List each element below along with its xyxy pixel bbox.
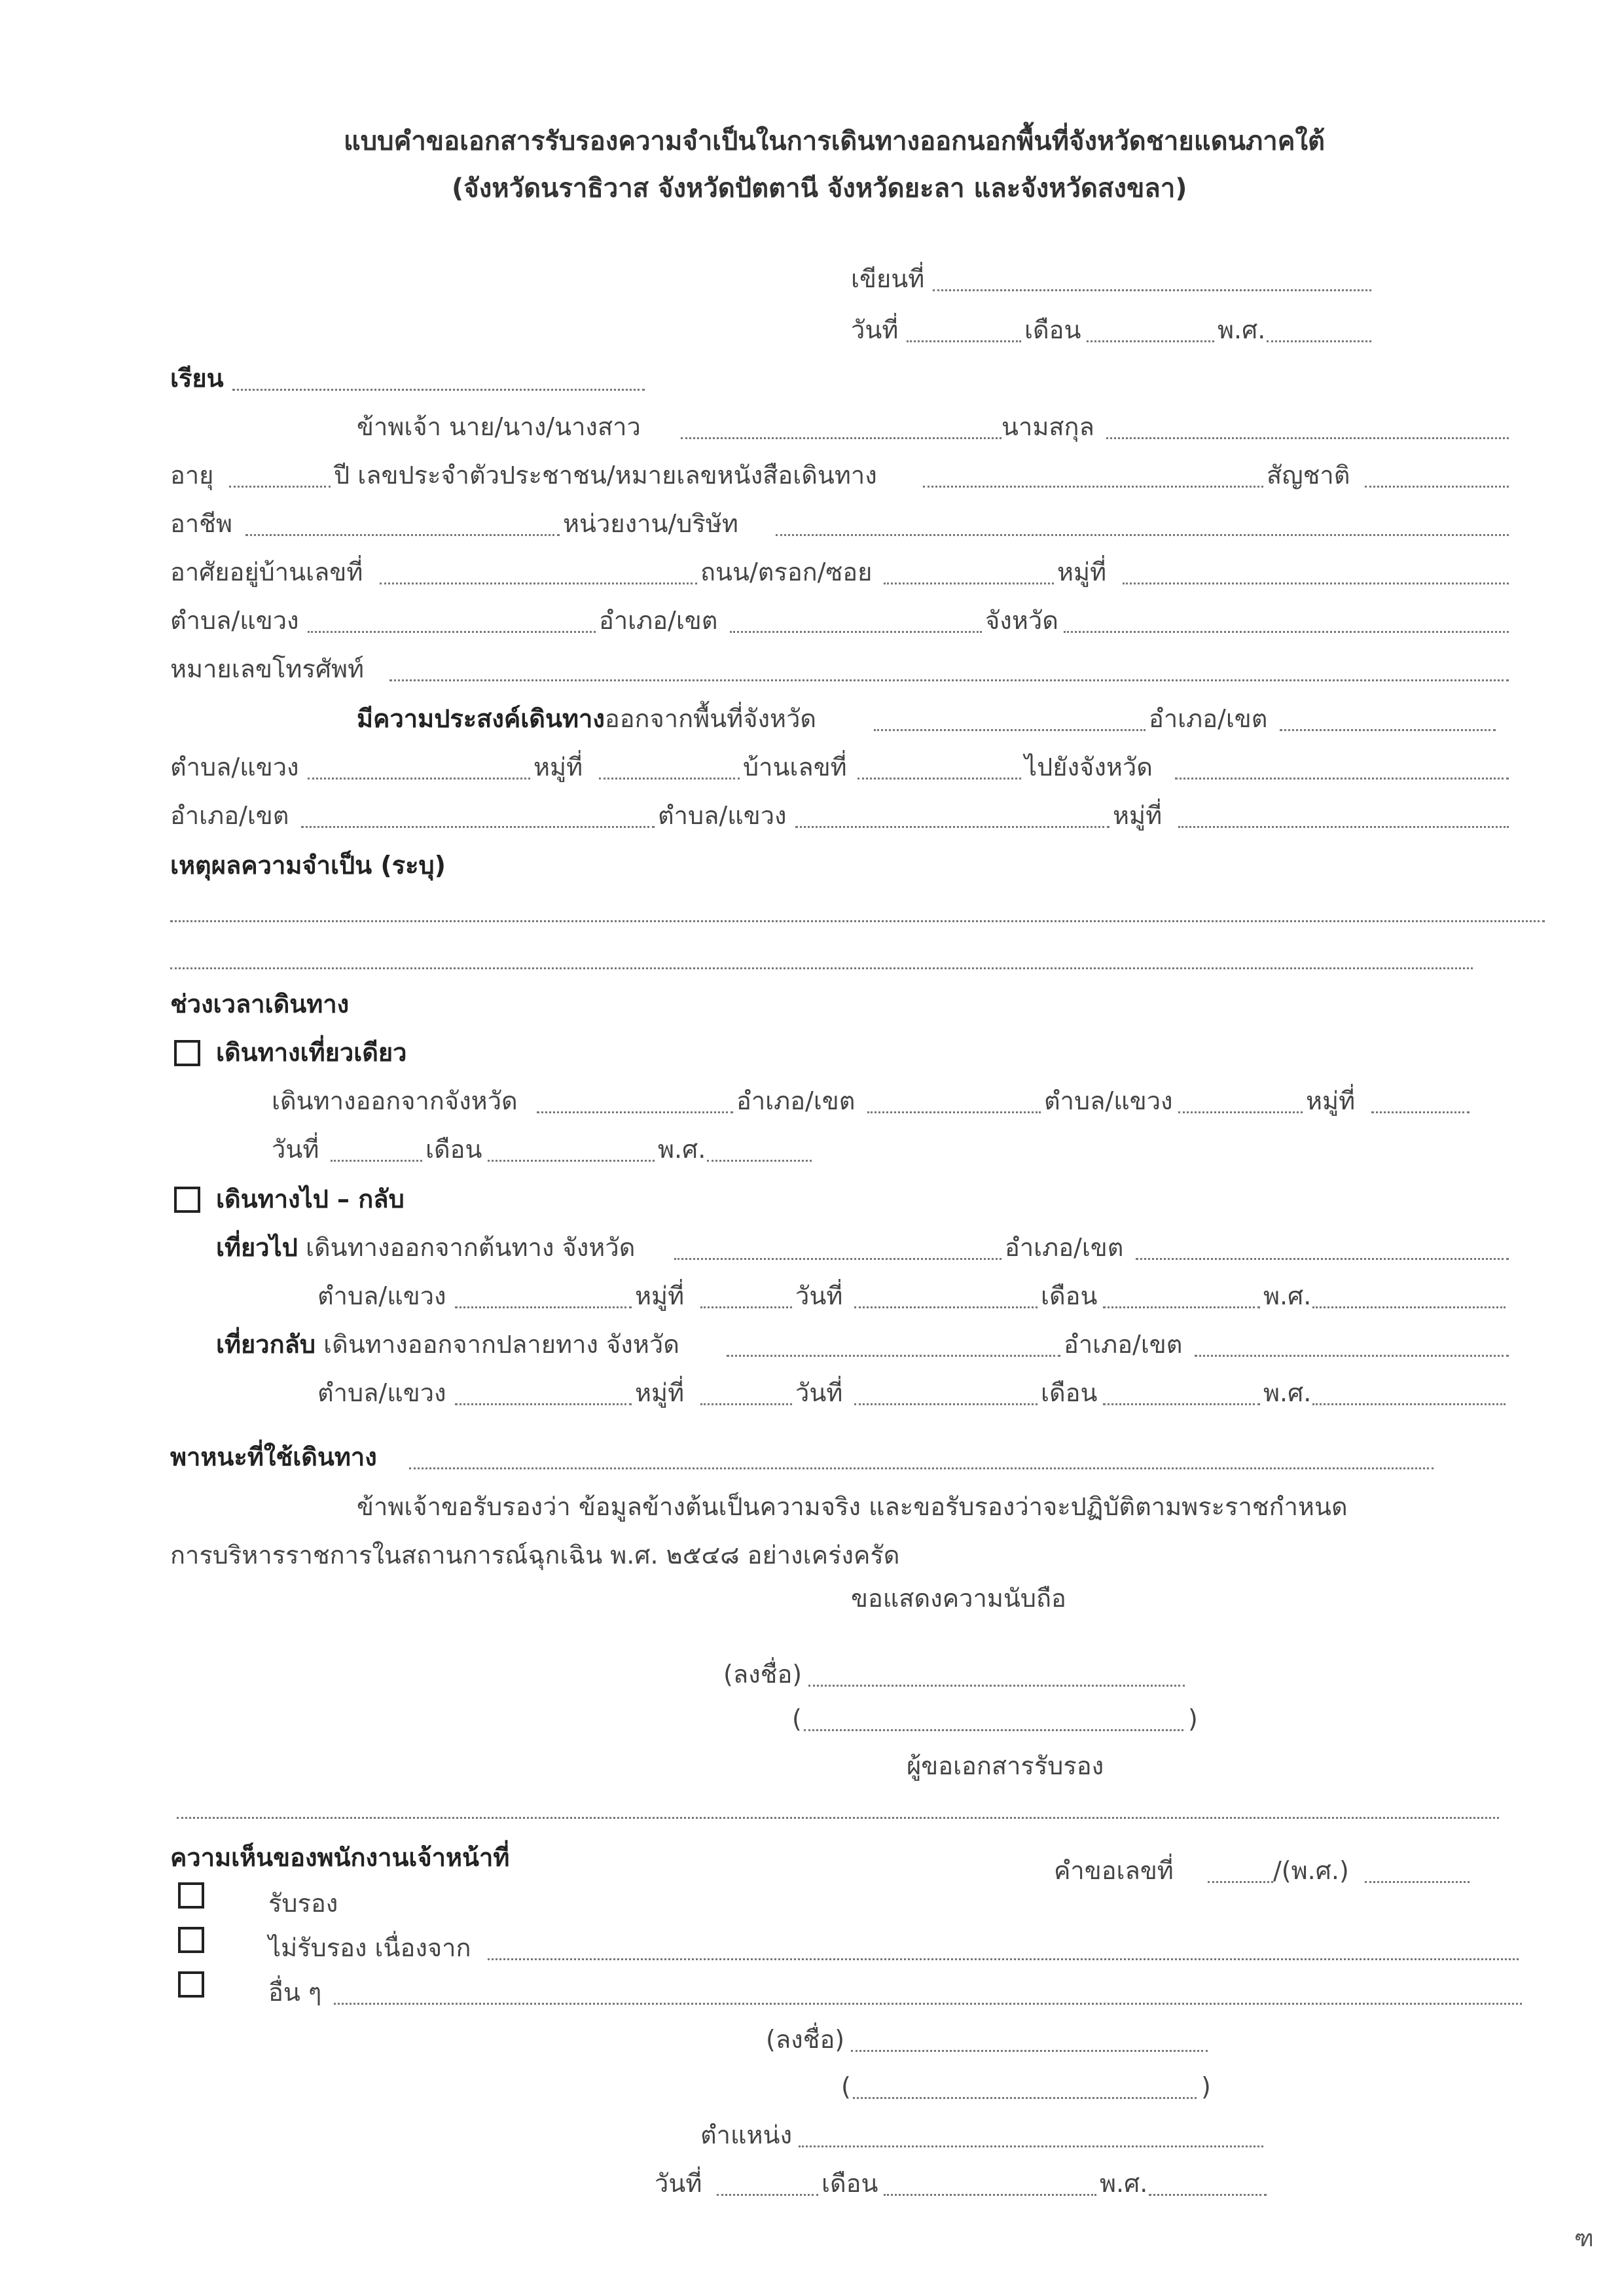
occupation-label: อาชีพ xyxy=(170,509,232,538)
nationality-field[interactable] xyxy=(1365,486,1509,488)
age-label: อายุ xyxy=(170,461,214,490)
origin-house-no-label: บ้านเลขที่ xyxy=(743,753,847,781)
one-way-year-field[interactable] xyxy=(707,1160,812,1162)
one-way-month-label: เดือน xyxy=(425,1135,482,1164)
applicant-name-label: ข้าพเจ้า นาย/นาง/นางสาว xyxy=(357,412,641,441)
reject-reason-field[interactable] xyxy=(488,1958,1519,1960)
other-checkbox[interactable] xyxy=(178,1971,204,1998)
officer-position-label: ตำแหน่ง xyxy=(700,2121,793,2149)
phone-field[interactable] xyxy=(389,679,1509,681)
return-year-label: พ.ศ. xyxy=(1263,1378,1312,1407)
header-year-label: พ.ศ. xyxy=(1218,315,1266,344)
reason-field-line-1[interactable] xyxy=(170,920,1545,922)
header-year-field[interactable] xyxy=(1267,340,1371,342)
officer-signature-label: (ลงชื่อ) xyxy=(766,2025,845,2054)
outbound-district-label: อำเภอ/เขต xyxy=(1005,1233,1124,1262)
phone-label: หมายเลขโทรศัพท์ xyxy=(170,655,365,683)
return-month-label: เดือน xyxy=(1041,1378,1098,1407)
nationality-label: สัญชาติ xyxy=(1267,461,1350,490)
certification-line-2: การบริหารราชการในสถานการณ์ฉุกเฉิน พ.ศ. ๒๕๔๘ อย่างเคร่งครัด xyxy=(170,1541,900,1570)
one-way-district-label: อำเภอ/เขต xyxy=(736,1086,856,1115)
return-district-label: อำเภอ/เขต xyxy=(1064,1330,1183,1359)
officer-name-paren-open: ( xyxy=(841,2072,851,2101)
return-date-field[interactable] xyxy=(854,1403,1038,1405)
house-no-field[interactable] xyxy=(380,583,697,584)
return-moo-field[interactable] xyxy=(700,1403,792,1405)
return-origin-label: เดินทางออกจากปลายทาง จังหวัด xyxy=(323,1330,679,1359)
outbound-line xyxy=(216,1230,635,1265)
return-district-field[interactable] xyxy=(1195,1355,1509,1357)
origin-house-no-field[interactable] xyxy=(857,778,1021,780)
surname-label: นามสกุล xyxy=(1001,412,1094,441)
one-way-moo-label: หมู่ที่ xyxy=(1306,1086,1356,1115)
closing-text: ขอแสดงความนับถือ xyxy=(851,1584,1066,1613)
request-no-mid: /(พ.ศ.) xyxy=(1273,1856,1349,1885)
outbound-date-field[interactable] xyxy=(854,1306,1038,1308)
other-reason-field[interactable] xyxy=(334,2003,1522,2005)
form-subtitle: (จังหวัดนราธิวาส จังหวัดปัตตานี จังหวัดยะลา และจังหวัดสงขลา) xyxy=(452,173,1187,204)
outbound-label: เที่ยวไป xyxy=(216,1233,298,1262)
one-way-moo-field[interactable] xyxy=(1371,1111,1470,1113)
vehicle-label: พาหนะที่ใช้เดินทาง xyxy=(170,1443,377,1471)
applicant-printed-name-field[interactable] xyxy=(804,1729,1183,1731)
applicant-role: ผู้ขอเอกสารรับรอง xyxy=(907,1751,1104,1780)
section-divider xyxy=(177,1817,1499,1819)
one-way-label: เดินทางเที่ยวเดียว xyxy=(216,1038,407,1067)
one-way-month-field[interactable] xyxy=(488,1160,655,1162)
moo-field[interactable] xyxy=(1123,583,1509,584)
id-number-field[interactable] xyxy=(923,486,1263,488)
written-at-label: เขียนที่ xyxy=(851,264,925,293)
road-label: ถนน/ตรอก/ซอย xyxy=(700,558,873,586)
applicant-name-paren-close: ) xyxy=(1188,1704,1198,1733)
agency-field[interactable] xyxy=(776,534,1509,536)
age-field[interactable] xyxy=(229,486,331,488)
id-number-label: ปี เลขประจำตัวประชาชน/หมายเลขหนังสือเดินทาง xyxy=(334,461,877,490)
reason-label: เหตุผลความจำเป็น (ระบุ) xyxy=(170,851,446,880)
return-year-field[interactable] xyxy=(1312,1403,1506,1405)
surname-field[interactable] xyxy=(1106,437,1509,439)
one-way-checkbox[interactable] xyxy=(174,1040,200,1066)
one-way-subdistrict-field[interactable] xyxy=(1178,1111,1303,1113)
outbound-subdistrict-label: ตำบล/แขวง xyxy=(317,1282,446,1310)
applicant-signature-label: (ลงชื่อ) xyxy=(723,1660,803,1689)
return-subdistrict-label: ตำบล/แขวง xyxy=(317,1378,446,1407)
reject-label: ไม่รับรอง เนื่องจาก xyxy=(268,1933,471,1962)
origin-subdistrict-label: ตำบล/แขวง xyxy=(170,753,299,781)
to-province-label: ไปยังจังหวัด xyxy=(1024,753,1153,781)
outbound-month-label: เดือน xyxy=(1041,1282,1098,1310)
header-month-field[interactable] xyxy=(1087,340,1214,342)
province-field[interactable] xyxy=(1064,631,1509,633)
certification-line-1: ข้าพเจ้าขอรับรองว่า ข้อมูลข้างต้นเป็นความจริง และขอรับรองว่าจะปฏิบัติตามพระราชกำหนด xyxy=(357,1492,1348,1521)
outbound-month-field[interactable] xyxy=(1103,1306,1260,1308)
header-month-label: เดือน xyxy=(1024,315,1081,344)
vehicle-field[interactable] xyxy=(409,1467,1434,1469)
other-label: อื่น ๆ xyxy=(268,1978,322,2007)
outbound-date-label: วันที่ xyxy=(795,1282,843,1310)
header-date-field[interactable] xyxy=(907,340,1021,342)
outbound-moo-field[interactable] xyxy=(700,1306,792,1308)
request-year-field[interactable] xyxy=(1365,1881,1470,1883)
one-way-province-label: เดินทางออกจากจังหวัด xyxy=(272,1086,518,1115)
officer-year-field[interactable] xyxy=(1149,2194,1267,2196)
return-subdistrict-field[interactable] xyxy=(455,1403,632,1405)
request-no-label: คำขอเลขที่ xyxy=(1054,1856,1174,1885)
outbound-province-field[interactable] xyxy=(674,1258,1001,1260)
travel-intent-rest: ออกจากพื้นที่จังหวัด xyxy=(604,704,817,733)
officer-signature-field[interactable] xyxy=(851,2050,1208,2052)
house-no-label: อาศัยอยู่บ้านเลขที่ xyxy=(170,558,363,586)
origin-subdistrict-field[interactable] xyxy=(308,778,530,780)
road-field[interactable] xyxy=(884,583,1054,584)
officer-month-field[interactable] xyxy=(884,2194,1096,2196)
outbound-year-field[interactable] xyxy=(1312,1306,1506,1308)
return-moo-label: หมู่ที่ xyxy=(635,1378,685,1407)
applicant-signature-field[interactable] xyxy=(808,1685,1185,1687)
dest-moo-label: หมู่ที่ xyxy=(1113,801,1163,830)
dest-subdistrict-field[interactable] xyxy=(795,826,1110,828)
one-way-date-field[interactable] xyxy=(331,1160,422,1162)
officer-month-label: เดือน xyxy=(821,2169,878,2198)
travel-intent-bold: มีความประสงค์เดินทาง xyxy=(357,704,605,733)
salutation-field[interactable] xyxy=(232,389,645,391)
officer-heading: ความเห็นของพนักงานเจ้าหน้าที่ xyxy=(170,1843,510,1872)
outbound-origin-label: เดินทางออกจากต้นทาง จังหวัด xyxy=(305,1233,636,1262)
page-mark: ฑ xyxy=(1574,2225,1594,2252)
applicant-name-field[interactable] xyxy=(681,437,1001,439)
one-way-year-label: พ.ศ. xyxy=(658,1135,706,1164)
travel-intent-line xyxy=(357,702,816,736)
occupation-field[interactable] xyxy=(245,534,560,536)
header-date-label: วันที่ xyxy=(851,315,899,344)
salutation-label: เรียน xyxy=(170,364,224,393)
origin-province-field[interactable] xyxy=(874,729,1146,731)
officer-date-label: วันที่ xyxy=(655,2169,702,2198)
district-field[interactable] xyxy=(730,631,982,633)
officer-date-field[interactable] xyxy=(717,2194,818,2196)
round-trip-label: เดินทางไป – กลับ xyxy=(216,1185,405,1213)
reason-field-line-2[interactable] xyxy=(170,967,1473,969)
one-way-date-label: วันที่ xyxy=(272,1135,319,1164)
request-no-field[interactable] xyxy=(1208,1881,1273,1883)
return-month-field[interactable] xyxy=(1103,1403,1260,1405)
officer-year-label: พ.ศ. xyxy=(1100,2169,1148,2198)
district-label: อำเภอ/เขต xyxy=(599,606,718,635)
subdistrict-label: ตำบล/แขวง xyxy=(170,606,299,635)
approve-label: รับรอง xyxy=(268,1889,338,1918)
return-province-field[interactable] xyxy=(727,1355,1060,1357)
origin-district-label: อำเภอ/เขต xyxy=(1149,704,1268,733)
outbound-district-field[interactable] xyxy=(1136,1258,1509,1260)
return-label: เที่ยวกลับ xyxy=(216,1330,316,1359)
applicant-name-paren-open: ( xyxy=(792,1704,802,1733)
one-way-subdistrict-label: ตำบล/แขวง xyxy=(1044,1086,1173,1115)
travel-period-heading: ช่วงเวลาเดินทาง xyxy=(170,990,350,1018)
outbound-subdistrict-field[interactable] xyxy=(455,1306,632,1308)
return-date-label: วันที่ xyxy=(795,1378,843,1407)
dest-subdistrict-label: ตำบล/แขวง xyxy=(658,801,787,830)
origin-district-field[interactable] xyxy=(1280,729,1496,731)
agency-label: หน่วยงาน/บริษัท xyxy=(563,509,738,538)
outbound-year-label: พ.ศ. xyxy=(1263,1282,1312,1310)
to-province-field[interactable] xyxy=(1175,778,1509,780)
dest-moo-field[interactable] xyxy=(1178,826,1509,828)
dest-district-label: อำเภอ/เขต xyxy=(170,801,289,830)
written-at-field[interactable] xyxy=(933,289,1371,291)
one-way-province-field[interactable] xyxy=(537,1111,733,1113)
officer-printed-name-field[interactable] xyxy=(853,2097,1197,2099)
subdistrict-field[interactable] xyxy=(308,631,596,633)
officer-name-paren-close: ) xyxy=(1201,2072,1211,2101)
dest-district-field[interactable] xyxy=(301,826,655,828)
reject-checkbox[interactable] xyxy=(178,1927,204,1953)
one-way-district-field[interactable] xyxy=(867,1111,1041,1113)
moo-label: หมู่ที่ xyxy=(1057,558,1107,586)
origin-moo-label: หมู่ที่ xyxy=(533,753,583,781)
approve-checkbox[interactable] xyxy=(178,1882,204,1909)
return-line xyxy=(216,1327,679,1361)
officer-position-field[interactable] xyxy=(799,2145,1263,2147)
origin-moo-field[interactable] xyxy=(599,778,740,780)
round-trip-checkbox[interactable] xyxy=(174,1187,200,1213)
outbound-moo-label: หมู่ที่ xyxy=(635,1282,685,1310)
form-title: แบบคำขอเอกสารรับรองความจำเป็นในการเดินทางออกนอกพื้นที่จังหวัดชายแดนภาคใต้ xyxy=(344,126,1326,156)
province-label: จังหวัด xyxy=(985,606,1058,635)
